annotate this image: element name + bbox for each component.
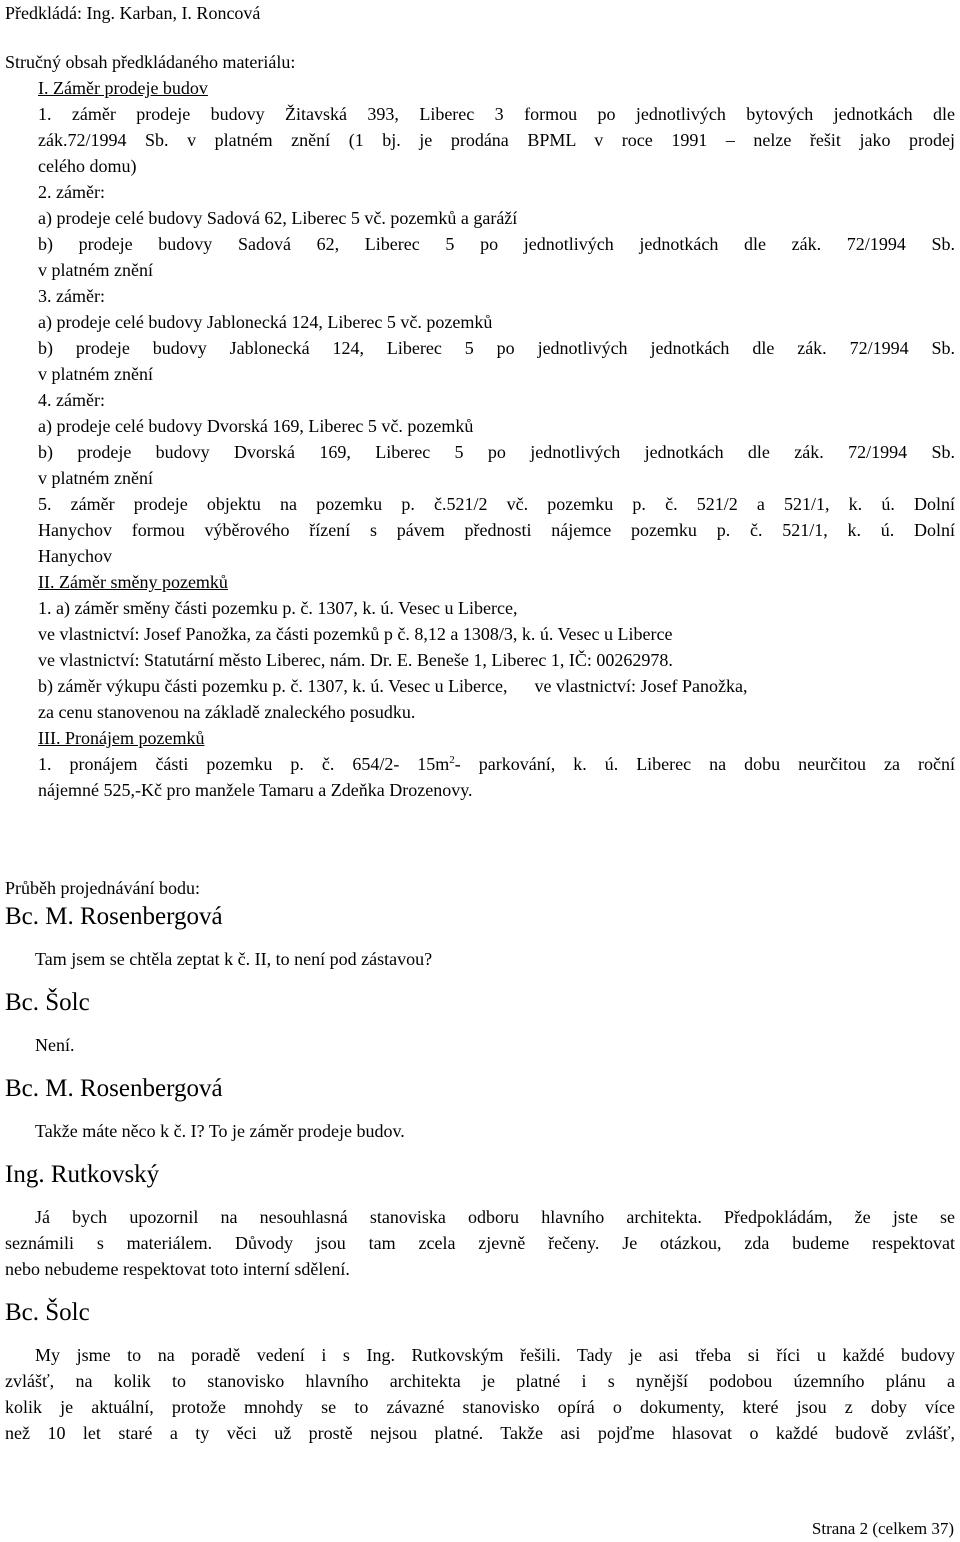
- item-2-b: b) prodeje budovy Sadová 62, Liberec 5 po jednotlivých jednotkách dle zák. 72/1994 Sb.: [38, 234, 955, 254]
- item-3-a: a) prodeje celé budovy Jablonecká 124, Liberec 5 vč. pozemků: [38, 312, 493, 332]
- item-5-line-2: Hanychov formou výběrového řízení s pávem přednosti nájemce pozemku p. č. 521/1, k. ú. Dolní: [38, 520, 955, 540]
- speaker-name: Bc. Šolc: [5, 989, 90, 1016]
- item-2-b-cont: v platném znění: [38, 260, 153, 280]
- item-5-line-1: 5. záměr prodeje objektu na pozemku p. č.521/2 vč. pozemku p. č. 521/2 a 521/1, k. ú. Dolní: [38, 494, 955, 514]
- section-2-line-1: 1. a) záměr směny části pozemku p. č. 1307, k. ú. Vesec u Liberce,: [38, 598, 518, 618]
- item-3-title: 3. záměr:: [38, 286, 105, 306]
- section-1: [5, 75, 955, 803]
- page-number: Strana 2 (celkem 37): [811, 1519, 954, 1538]
- speaker-name: Bc. M. Rosenbergová: [5, 1075, 223, 1102]
- item-1-line-2: zák.72/1994 Sb. v platném znění (1 bj. je prodána BPML v roce 1991 – nelze řešit jako prodej: [38, 130, 955, 150]
- item-4-a: a) prodeje celé budovy Dvorská 169, Liberec 5 vč. pozemků: [38, 416, 474, 436]
- speech-line: Já bych upozornil na nesouhlasná stanoviska odboru hlavního architekta. Předpokládám, že jste se: [35, 1207, 955, 1227]
- speech-line: nebo nebudeme respektovat toto interní sdělení.: [5, 1259, 350, 1279]
- item-4-b: b) prodeje budovy Dvorská 169, Liberec 5 po jednotlivých jednotkách dle zák. 72/1994 Sb.: [38, 442, 955, 462]
- header-presenters: Předkládá: Ing. Karban, I. Roncová: [5, 3, 261, 23]
- speaker-name: Bc. M. Rosenbergová: [5, 903, 223, 930]
- section-2-line-2: ve vlastnictví: Josef Panožka, za části pozemků p č. 8,12 a 1308/3, k. ú. Vesec u Liberce: [38, 624, 673, 644]
- speech-text: Není.: [35, 1035, 75, 1055]
- item-1-line-1: 1. záměr prodeje budovy Žitavská 393, Liberec 3 formou po jednotlivých bytových jednotkách dle: [38, 104, 955, 124]
- speech-paragraph: [5, 1204, 955, 1282]
- section-3-line-2: nájemné 525,-Kč pro manžele Tamaru a Zdeňka Drozenovy.: [38, 780, 473, 800]
- item-2-a: a) prodeje celé budovy Sadová 62, Liberec 5 vč. pozemků a garáží: [38, 208, 518, 228]
- item-4-title: 4. záměr:: [38, 390, 105, 410]
- speech-text: Tam jsem se chtěla zeptat k č. II, to není pod zástavou?: [35, 949, 433, 969]
- section-3-line-1: 1. pronájem části pozemku p. č. 654/2- $15m^2-$ parkování, k. ú. Liberec na dobu neurčitou za roční: [38, 754, 955, 774]
- section-2-line-4: b) záměr výkupu části pozemku p. č. 1307, k. ú. Vesec u Liberce, ve vlastnictví: Josef Panožka,: [38, 676, 748, 696]
- speech-line: zvlášť, na kolik to stanovisko hlavního architekta je platné i s nynější podobou územního plánu a: [5, 1371, 955, 1391]
- speech-line: než 10 let staré a ty věci už prostě nejsou platné. Takže asi pojďme hlasovat o každé budově zvlášť,: [5, 1423, 955, 1443]
- section-2-heading: II. Záměr směny pozemků: [38, 572, 228, 592]
- section-1-heading: I. Záměr prodeje budov: [38, 78, 208, 98]
- item-3-b-cont: v platném znění: [38, 364, 153, 384]
- item-5-line-3: Hanychov: [38, 546, 112, 566]
- summary-title: Stručný obsah předkládaného materiálu:: [5, 52, 296, 72]
- discussion-title: Průběh projednávání bodu:: [5, 878, 200, 898]
- item-4-b-cont: v platném znění: [38, 468, 153, 488]
- item-3-b: b) prodeje budovy Jablonecká 124, Liberec 5 po jednotlivých jednotkách dle zák. 72/1994 Sb.: [38, 338, 955, 358]
- item-2-title: 2. záměr:: [38, 182, 105, 202]
- speech-paragraph: [5, 1342, 955, 1446]
- speaker-name: Ing. Rutkovský: [5, 1161, 160, 1188]
- section-3-heading: III. Pronájem pozemků: [38, 728, 205, 748]
- speech-text: Takže máte něco k č. I? To je záměr prodeje budov.: [35, 1121, 405, 1141]
- speech-line: seznámili s materiálem. Důvody jsou tam zcela zjevně řečeny. Je otázkou, zda budeme respektovat: [5, 1233, 955, 1253]
- speaker-name: Bc. Šolc: [5, 1299, 90, 1326]
- speech-line: kolik je aktuální, protože mnohdy se to závazné stanovisko opírá o dokumenty, které jsou z doby více: [5, 1397, 955, 1417]
- section-2-line-5: za cenu stanovenou na základě znaleckého posudku.: [38, 702, 416, 722]
- section-2-line-3: ve vlastnictví: Statutární město Liberec, nám. Dr. E. Beneše 1, Liberec 1, IČ: 00262978.: [38, 650, 673, 670]
- speech-line: My jsme to na poradě vedení i s Ing. Rutkovským řešili. Tady je asi třeba si říci u každé budovy: [35, 1345, 955, 1365]
- item-1-line-3: celého domu): [38, 156, 137, 176]
